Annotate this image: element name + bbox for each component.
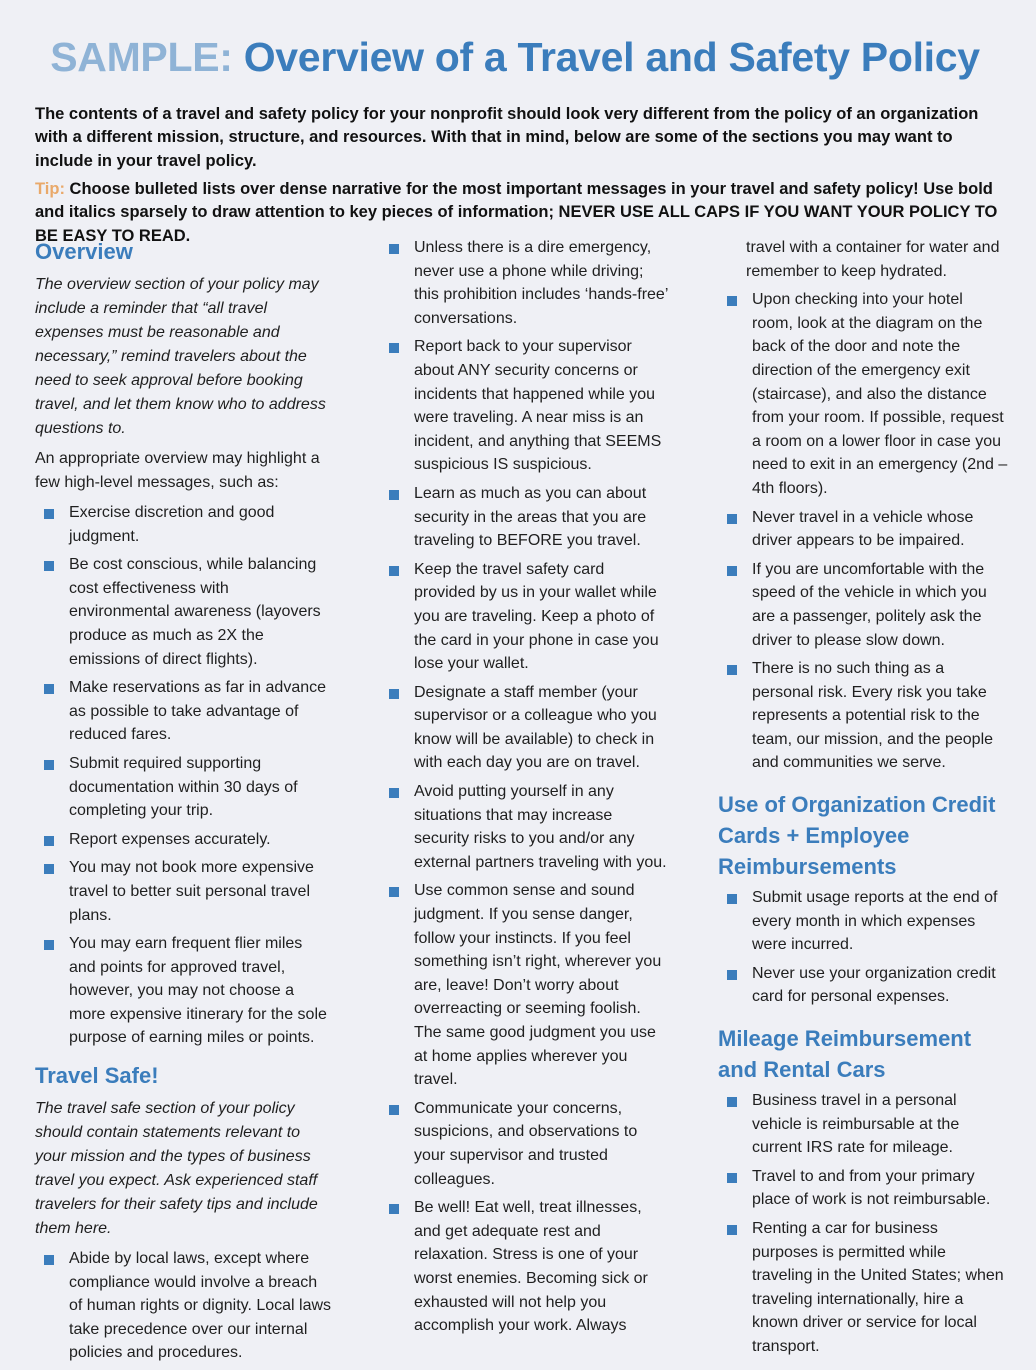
bullet-square-icon	[727, 1097, 737, 1107]
list-item: Abide by local laws, except where compliance would involve a breach of human rights or dignity. Local laws take precedence over our internal policies and procedures.	[35, 1247, 333, 1365]
list-item: Make reservations as far in advance as possible to take advantage of reduced fares.	[35, 676, 333, 747]
list-item: Submit required supporting documentation within 30 days of completing your trip.	[35, 752, 333, 823]
list-item: Renting a car for business purposes is permitted while traveling in the United States; when traveling internationally, hire a known driver or service for local transport.	[718, 1217, 1008, 1359]
bullet-square-icon	[389, 244, 399, 254]
list-item: Keep the travel safety card provided by us in your wallet while you are traveling. Keep a photo of the card in your phone in case you lose your wallet.	[380, 558, 670, 676]
bullet-square-icon	[44, 940, 54, 950]
bullet-square-icon	[727, 1225, 737, 1235]
travel-safe-list-col2	[380, 236, 670, 1338]
list-item: Communicate your concerns, suspicions, and observations to your supervisor and trusted colleagues.	[380, 1097, 670, 1191]
travel-safe-list-col1	[35, 1247, 333, 1365]
bullet-square-icon	[727, 514, 737, 524]
tip-text: Choose bulleted lists over dense narrative for the most important messages in your travel and safety policy! Use bold and italics sparsely to draw attention to key pieces of information; NEVER USE ALL CAPS IF YOU WANT YOUR POLICY TO BE EASY TO READ.	[35, 180, 998, 245]
column-1	[35, 236, 333, 1370]
list-item-continuation: travel with a container for water and remember to keep hydrated.	[746, 239, 1000, 280]
list-item: Travel to and from your primary place of work is not reimbursable.	[718, 1165, 1008, 1212]
bullet-square-icon	[727, 566, 737, 576]
overview-italic-intro: The overview section of your policy may include a reminder that “all travel expenses must be reasonable and necessary,” remind travelers about the need to seek approval before booking travel, and let them know who to address questions to.	[35, 276, 326, 437]
credit-cards-heading: Use of Organization Credit Cards + Employee Reimbursements	[718, 792, 996, 880]
column-2	[380, 236, 670, 1343]
overview-list	[35, 501, 333, 1050]
page-title	[0, 34, 1030, 81]
bullet-square-icon	[44, 509, 54, 519]
bullet-square-icon	[727, 970, 737, 980]
list-item: You may not book more expensive travel to better suit personal travel plans.	[35, 856, 333, 927]
list-item: Exercise discretion and good judgment.	[35, 501, 333, 548]
bullet-square-icon	[389, 788, 399, 798]
list-item: Upon checking into your hotel room, look at the diagram on the back of the door and note the direction of the emergency exit (staircase), and also the distance from your room. If possible, request a room on a lower floor in case you need to exit in an emergency (2nd – 4th floors).	[718, 288, 1008, 500]
travel-safe-list-col3	[718, 288, 1008, 775]
list-item: Unless there is a dire emergency, never use a phone while driving; this prohibition includes ‘hands-free’ conversations.	[380, 236, 670, 330]
bullet-square-icon	[389, 1204, 399, 1214]
bullet-square-icon	[389, 490, 399, 500]
travel-safe-italic-intro: The travel safe section of your policy should contain statements relevant to your mission and the types of business travel you expect. Ask experienced staff travelers for their safety tips and include them here.	[35, 1100, 318, 1238]
bullet-square-icon	[44, 684, 54, 694]
list-item: If you are uncomfortable with the speed of the vehicle in which you are a passenger, politely ask the driver to please slow down.	[718, 558, 1008, 652]
list-item: Be well! Eat well, treat illnesses, and get adequate rest and relaxation. Stress is one of your worst enemies. Becoming sick or exhausted will not help you accomplish your work. Always	[380, 1196, 670, 1338]
credit-cards-list	[718, 886, 1008, 1009]
tip-label: Tip:	[35, 180, 65, 198]
list-item: Never use your organization credit card for personal expenses.	[718, 962, 1008, 1009]
list-item: Submit usage reports at the end of every month in which expenses were incurred.	[718, 886, 1008, 957]
list-item: Be cost conscious, while balancing cost effectiveness with environmental awareness (layovers produce as much as 2X the emissions of direct flights).	[35, 553, 333, 671]
overview-lead: An appropriate overview may highlight a few high-level messages, such as:	[35, 450, 320, 491]
sample-label: SAMPLE:	[50, 34, 233, 80]
bullet-square-icon	[389, 1105, 399, 1115]
travel-safe-heading: Travel Safe!	[35, 1063, 159, 1089]
list-item: Designate a staff member (your supervisor or a colleague who you know will be available) to check in with each day you are on travel.	[380, 681, 670, 775]
bullet-square-icon	[44, 864, 54, 874]
mileage-heading: Mileage Reimbursement and Rental Cars	[718, 1026, 972, 1083]
bullet-square-icon	[389, 343, 399, 353]
title-text: Overview of a Travel and Safety Policy	[243, 34, 980, 80]
list-item: Report expenses accurately.	[35, 828, 333, 852]
overview-heading: Overview	[35, 239, 133, 264]
list-item: Avoid putting yourself in any situations that may increase security risks to you and/or any external partners traveling with you.	[380, 780, 670, 874]
list-item: Use common sense and sound judgment. If you sense danger, follow your instincts. If you feel something isn’t right, wherever you are, leave! Don’t worry about overreacting or seeming foolish. The same good judgment you use at home applies wherever you travel.	[380, 879, 670, 1091]
list-item: Report back to your supervisor about ANY security concerns or incidents that happened while you were traveling. A near miss is an incident, and anything that SEEMS suspicious IS suspicious.	[380, 335, 670, 477]
bullet-square-icon	[727, 894, 737, 904]
bullet-square-icon	[727, 1173, 737, 1183]
bullet-square-icon	[44, 1255, 54, 1265]
mileage-list	[718, 1089, 1008, 1359]
list-item: Learn as much as you can about security in the areas that you are traveling to BEFORE you travel.	[380, 482, 670, 553]
bullet-square-icon	[44, 561, 54, 571]
list-item: You may earn frequent flier miles and points for approved travel, however, you may not choose a more expensive itinerary for the sole purpose of earning miles or points.	[35, 932, 333, 1050]
column-3	[718, 236, 1008, 1364]
bullet-square-icon	[44, 760, 54, 770]
list-item: Never travel in a vehicle whose driver appears to be impaired.	[718, 506, 1008, 553]
list-item: There is no such thing as a personal risk. Every risk you take represents a potential risk to the team, our mission, and the people and communities we serve.	[718, 657, 1008, 775]
bullet-square-icon	[389, 887, 399, 897]
intro-paragraph: The contents of a travel and safety policy for your nonprofit should look very different from the policy of an organization with a different mission, structure, and resources. With that in mind, below are some of the sections you may want to include in your travel policy.	[35, 105, 979, 170]
bullet-square-icon	[727, 296, 737, 306]
bullet-square-icon	[44, 836, 54, 846]
list-item: Business travel in a personal vehicle is reimbursable at the current IRS rate for mileage.	[718, 1089, 1008, 1160]
bullet-square-icon	[727, 665, 737, 675]
bullet-square-icon	[389, 689, 399, 699]
bullet-square-icon	[389, 566, 399, 576]
